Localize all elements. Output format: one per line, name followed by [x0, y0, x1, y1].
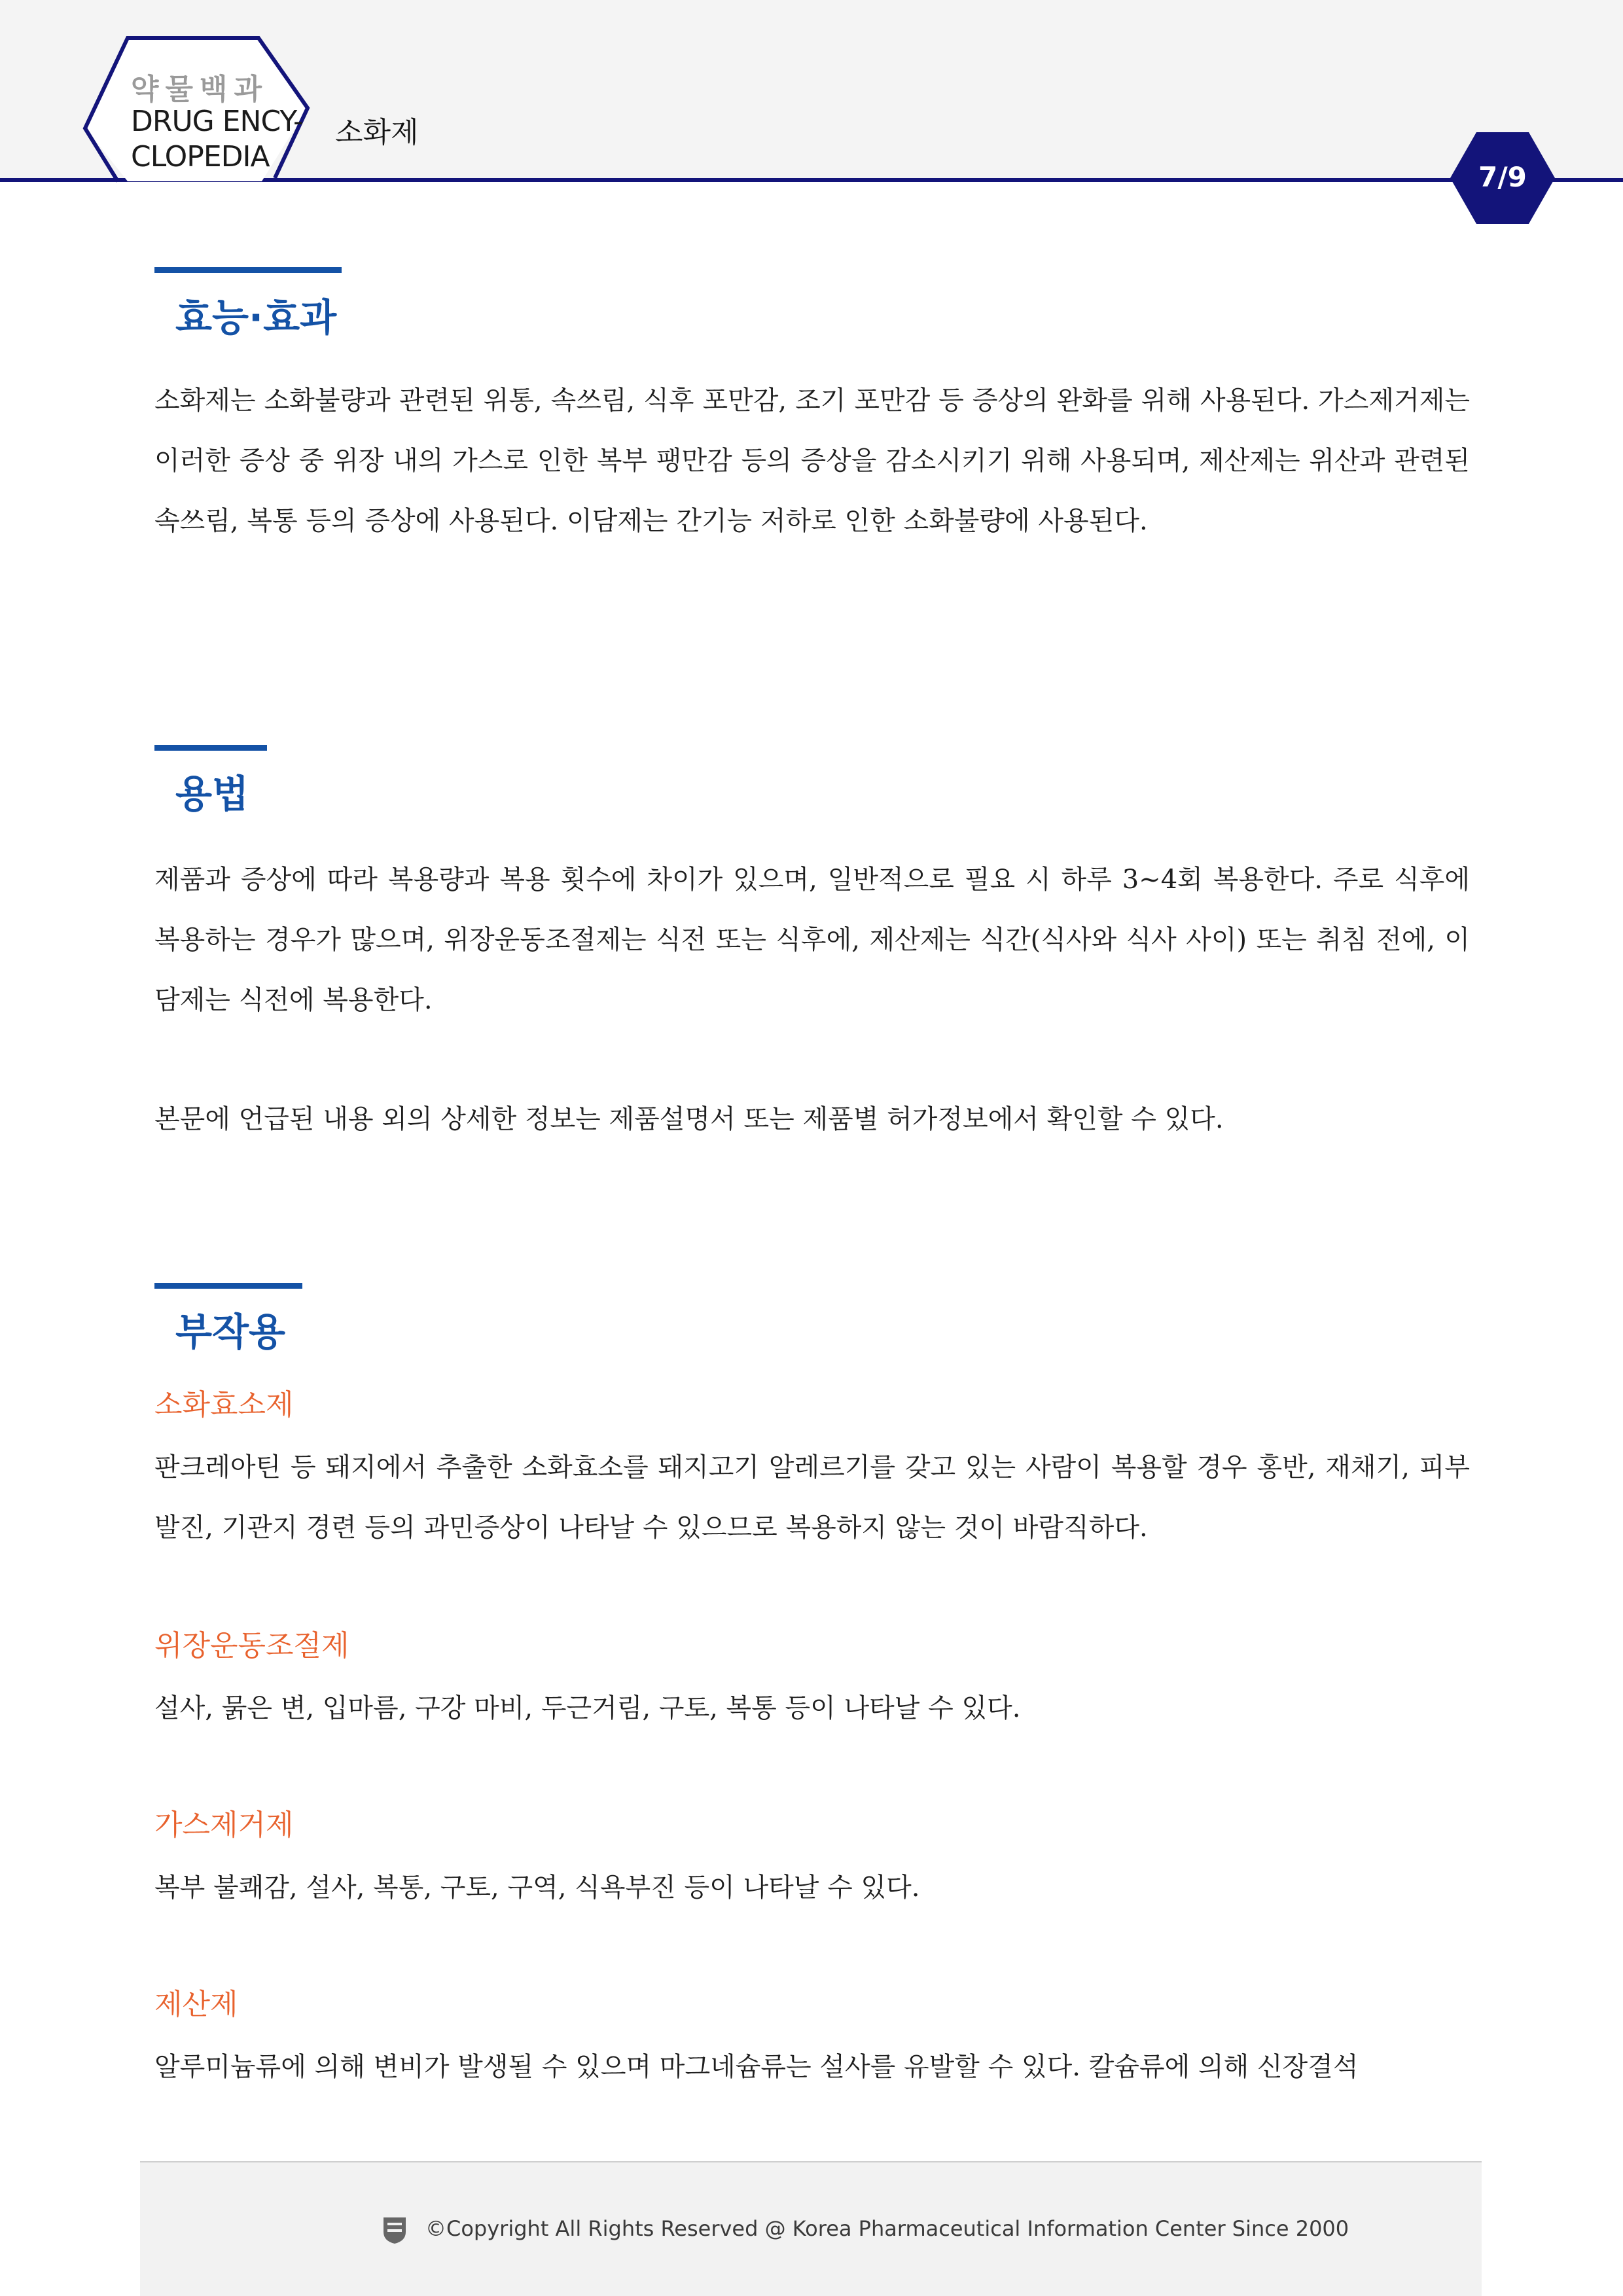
section-bar-efficacy: [154, 267, 342, 273]
subheading-gi-motility: 위장운동조절제: [154, 1629, 349, 1662]
efficacy-paragraph: 소화제는 소화불량과 관련된 위통, 속쓰림, 식후 포만감, 조기 포만감 등 증상의 완화를 위해 사용된다. 가스제거제는 이러한 증상 중 위장 내의 가스로 인한 복부 팽만감 등의 증상을 감소시키기 위해 사용되며, 제산제는 위산과 관련된 속쓰림, 복통 등의 증상에 사용된다. 이담제는 간기능 저하로 인한 소화불량에 사용된다.: [154, 386, 1470, 536]
logo-english-line1: DRUG ENCY-: [131, 105, 303, 138]
subheading-antiflatulent: 가스제거제: [154, 1808, 294, 1842]
page-title: 소화제: [335, 116, 419, 149]
page-number: 7/9: [1478, 161, 1527, 193]
subheading-digestive-enzyme: 소화효소제: [154, 1388, 294, 1422]
usage-note-paragraph: 본문에 언급된 내용 외의 상세한 정보는 제품설명서 또는 제품별 허가정보에서 확인할 수 있다.: [154, 1104, 1224, 1134]
digestive-enzyme-paragraph: 판크레아틴 등 돼지에서 추출한 소화효소를 돼지고기 알레르기를 갖고 있는 사람이 복용할 경우 홍반, 재채기, 피부발진, 기관지 경련 등의 과민증상이 나타날 수 있으므로 복용하지 않는 것이 바람직하다.: [154, 1452, 1470, 1543]
logo-korean: 약물백과: [131, 73, 269, 106]
gi-motility-paragraph: 설사, 묽은 변, 입마름, 구강 마비, 두근거림, 구토, 복통 등이 나타날 수 있다.: [154, 1693, 1021, 1723]
antacid-paragraph: 알루미늄류에 의해 변비가 발생될 수 있으며 마그네슘류는 설사를 유발할 수 있다. 칼슘류에 의해 신장결석: [154, 2052, 1359, 2082]
usage-paragraph: 제품과 증상에 따라 복용량과 복용 횟수에 차이가 있으며, 일반적으로 필요 시 하루 3~4회 복용한다. 주로 식후에 복용하는 경우가 많으며, 위장운동조절제는 식전 또는 식후에, 제산제는 식간(식사와 식사 사이) 또는 취침 전에, 이담제는 식전에 복용한다.: [154, 865, 1470, 1015]
section-bar-usage: [154, 745, 267, 751]
subheading-antacid: 제산제: [154, 1988, 238, 2021]
section-title-usage: 용법: [175, 772, 249, 816]
antiflatulent-paragraph: 복부 불쾌감, 설사, 복통, 구토, 구역, 식욕부진 등이 나타날 수 있다.: [154, 1873, 920, 1903]
footer-copyright: ©Copyright All Rights Reserved @ Korea Pharmaceutical Information Center Since 2000: [425, 2216, 1349, 2241]
section-bar-side-effects: [154, 1283, 302, 1289]
section-title-side-effects: 부작용: [175, 1310, 286, 1354]
shield-emblem-icon: [382, 2216, 407, 2245]
section-title-efficacy: 효능·효과: [175, 295, 337, 340]
logo-english-line2: CLOPEDIA: [131, 140, 270, 173]
